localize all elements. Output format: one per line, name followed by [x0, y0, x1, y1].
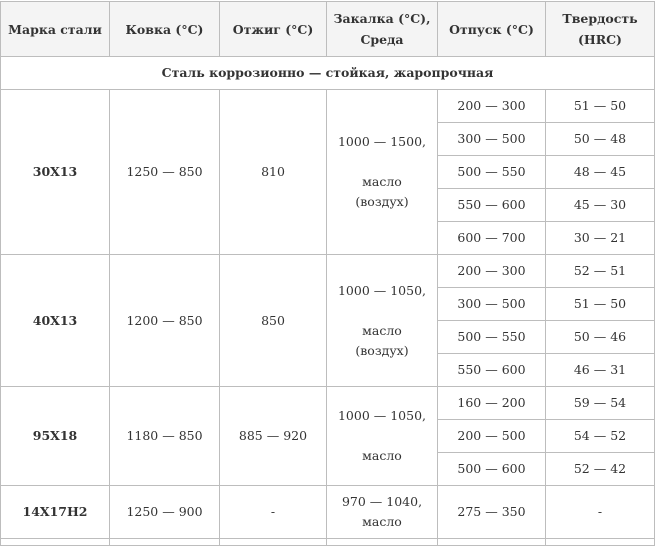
header-hardness: [546, 2, 655, 57]
annealing-cell: 810: [220, 90, 327, 255]
quench-temp: 970 — 1040,: [341, 494, 423, 509]
header-quenching: [327, 2, 438, 57]
quench-medium-alt: (воздух): [355, 342, 409, 358]
header-quenching-line1: Закалка (°C),: [333, 11, 431, 26]
quench-medium: масло: [362, 514, 402, 529]
forging-cell: 1250 — 900: [110, 486, 220, 539]
header-quenching-line2: Среда: [360, 32, 404, 47]
tempering-cell: 160 — 200: [438, 387, 546, 420]
tempering-cell: 200 — 500: [438, 420, 546, 453]
hardness-cell: -: [546, 486, 655, 539]
header-hardness-line1: Твердость: [562, 11, 638, 26]
tempering-cell: 300 — 500: [438, 288, 546, 321]
grade-cell: 14Х17Н2: [1, 486, 110, 539]
hardness-cell: 52 — 42: [546, 453, 655, 486]
quenching-cell: [327, 90, 438, 255]
hardness-cell: 50 — 48: [546, 123, 655, 156]
tempering-cell: 500 — 600: [438, 453, 546, 486]
tempering-cell: 200 — 300: [438, 255, 546, 288]
annealing-cell: 850: [220, 255, 327, 387]
tempering-cell: 200 — 300: [438, 90, 546, 123]
tempering-cell: 300 — 500: [438, 123, 546, 156]
quench-medium-alt: (воздух): [355, 194, 409, 209]
hardness-cell: 51 — 50: [546, 288, 655, 321]
grade-cell: 95Х18: [1, 387, 110, 486]
tempering-cell: 500 — 550: [438, 156, 546, 189]
quenching-cell: [327, 387, 438, 486]
quenching-cell: [327, 255, 438, 387]
table-header-row: [1, 2, 655, 57]
header-annealing: Отжиг (°C): [220, 2, 327, 57]
hardness-cell: 48 — 45: [546, 156, 655, 189]
annealing-cell: -: [220, 486, 327, 539]
header-forging: Ковка (°C): [110, 2, 220, 57]
quench-temp: 1000 — 1500,: [337, 134, 427, 149]
header-tempering: Отпуск (°C): [438, 2, 546, 57]
tempering-cell: 550 — 600: [438, 354, 546, 387]
hardness-cell: 50 — 46: [546, 321, 655, 354]
header-grade: Марка стали: [1, 2, 110, 57]
forging-cell: 1200 — 850: [110, 255, 220, 387]
table-row: [1, 90, 655, 123]
quench-medium: масло: [362, 174, 402, 189]
grade-cell: 30Х13: [1, 90, 110, 255]
quench-temp: 1000 — 1050,: [337, 408, 427, 423]
tempering-cell: 600 — 700: [438, 222, 546, 255]
section-row: [1, 57, 655, 90]
table-row: [1, 387, 655, 420]
tempering-cell: 275 — 350: [438, 486, 546, 539]
header-hardness-line2: (HRC): [578, 32, 622, 47]
tempering-cell: 500 — 550: [438, 321, 546, 354]
quenching-cell: [327, 486, 438, 539]
annealing-cell: 885 — 920: [220, 387, 327, 486]
table-row: [1, 486, 655, 539]
steel-heat-treatment-table: [0, 1, 655, 546]
table-row-cutoff: [1, 539, 655, 546]
hardness-cell: 51 — 50: [546, 90, 655, 123]
tempering-cell: 550 — 600: [438, 189, 546, 222]
quench-medium: масло: [362, 448, 402, 463]
quench-medium: масло: [362, 322, 402, 338]
section-title: Сталь коррозионно — стойкая, жаропрочная: [1, 57, 655, 90]
hardness-cell: 30 — 21: [546, 222, 655, 255]
table-row: [1, 255, 655, 288]
quench-temp: 1000 — 1050,: [337, 282, 427, 298]
hardness-cell: 54 — 52: [546, 420, 655, 453]
hardness-cell: 59 — 54: [546, 387, 655, 420]
forging-cell: 1180 — 850: [110, 387, 220, 486]
forging-cell: 1250 — 850: [110, 90, 220, 255]
hardness-cell: 46 — 31: [546, 354, 655, 387]
grade-cell: 40Х13: [1, 255, 110, 387]
hardness-cell: 45 — 30: [546, 189, 655, 222]
hardness-cell: 52 — 51: [546, 255, 655, 288]
